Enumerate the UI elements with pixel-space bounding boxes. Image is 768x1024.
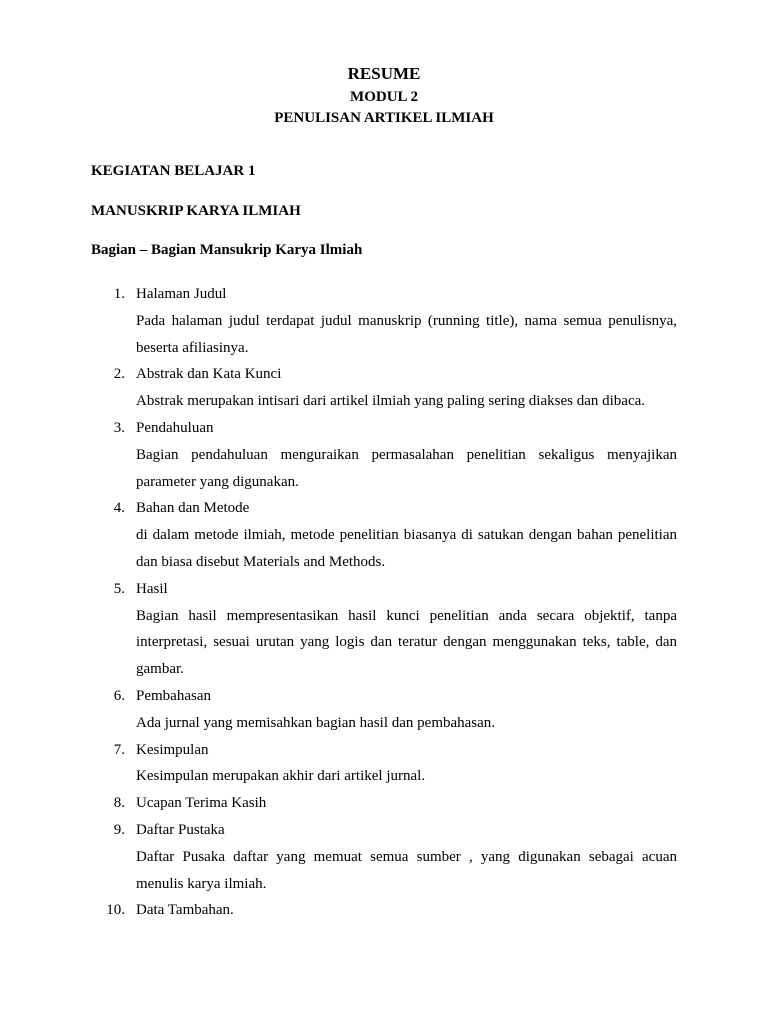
manuscript-parts-list bbox=[91, 281, 677, 924]
list-item-number: 1. bbox=[113, 286, 125, 302]
list-item-description: Abstrak merupakan intisari dari artikel ilmiah yang paling sering diakses dan dibaca. bbox=[136, 393, 646, 410]
list-item-number: 4. bbox=[113, 500, 125, 517]
module-title: MODUL 2 bbox=[350, 89, 418, 105]
topic-heading: MANUSKRIP KARYA ILMIAH bbox=[91, 203, 301, 219]
list-item bbox=[91, 495, 677, 575]
list-item-number: 9. bbox=[113, 821, 125, 838]
list-item-number: 7. bbox=[113, 741, 125, 758]
list-item bbox=[91, 737, 677, 791]
list-item-description: Daftar Pusaka daftar yang memuat semua sumber , yang digunakan sebagai acuan menulis karya ilmiah. bbox=[136, 848, 677, 892]
list-item bbox=[91, 790, 677, 817]
list-item-number: 6. bbox=[113, 687, 125, 704]
list-item-title: Ucapan Terima Kasih bbox=[136, 795, 267, 812]
activity-heading: KEGIATAN BELAJAR 1 bbox=[91, 163, 256, 179]
list-item-description: Kesimpulan merupakan akhir dari artikel jurnal. bbox=[136, 768, 426, 785]
subject-title: PENULISAN ARTIKEL ILMIAH bbox=[274, 110, 494, 126]
list-item-title: Hasil bbox=[136, 580, 168, 597]
list-item-title: Data Tambahan. bbox=[136, 902, 234, 919]
list-item-title: Pembahasan bbox=[136, 687, 211, 704]
list-item-description: di dalam metode ilmiah, metode penelitian biasanya di satukan dengan bahan penelitian dan biasa disebut Materials and Methods. bbox=[136, 527, 677, 570]
subtopic-heading: Bagian – Bagian Mansukrip Karya Ilmiah bbox=[91, 242, 363, 258]
list-item-number: 2. bbox=[113, 366, 125, 383]
list-item bbox=[91, 415, 677, 495]
list-item bbox=[91, 281, 677, 361]
list-item bbox=[91, 576, 677, 683]
list-item-title: Daftar Pustaka bbox=[136, 821, 225, 838]
list-item bbox=[91, 817, 677, 897]
list-item-number: 3. bbox=[113, 419, 125, 436]
list-item-title: Bahan dan Metode bbox=[136, 500, 250, 517]
list-item-number: 10. bbox=[106, 902, 125, 919]
list-item-description: Ada jurnal yang memisahkan bagian hasil dan pembahasan. bbox=[136, 714, 496, 731]
list-item-title: Abstrak dan Kata Kunci bbox=[136, 366, 282, 383]
list-item bbox=[91, 361, 677, 415]
list-item-title: Kesimpulan bbox=[136, 741, 209, 758]
list-item-number: 8. bbox=[113, 795, 125, 812]
list-item-description: Pada halaman judul terdapat judul manuskrip (running title), nama semua penulisnya, beserta afiliasinya. bbox=[136, 312, 677, 356]
list-item bbox=[91, 683, 677, 737]
list-item-description: Bagian hasil mempresentasikan hasil kunci penelitian anda secara objektif, tanpa interpretasi, sesuai urutan yang logis dan teratur dengan menggunakan teks, table, dan gambar. bbox=[136, 607, 677, 678]
document-title: RESUME bbox=[347, 64, 421, 83]
list-item-description: Bagian pendahuluan menguraikan permasalahan penelitian sekaligus menyajikan parameter yang digunakan. bbox=[136, 446, 677, 490]
list-item-title: Pendahuluan bbox=[136, 419, 214, 436]
list-item-number: 5. bbox=[113, 580, 125, 597]
list-item-title: Halaman Judul bbox=[136, 286, 227, 302]
list-item bbox=[91, 897, 677, 924]
